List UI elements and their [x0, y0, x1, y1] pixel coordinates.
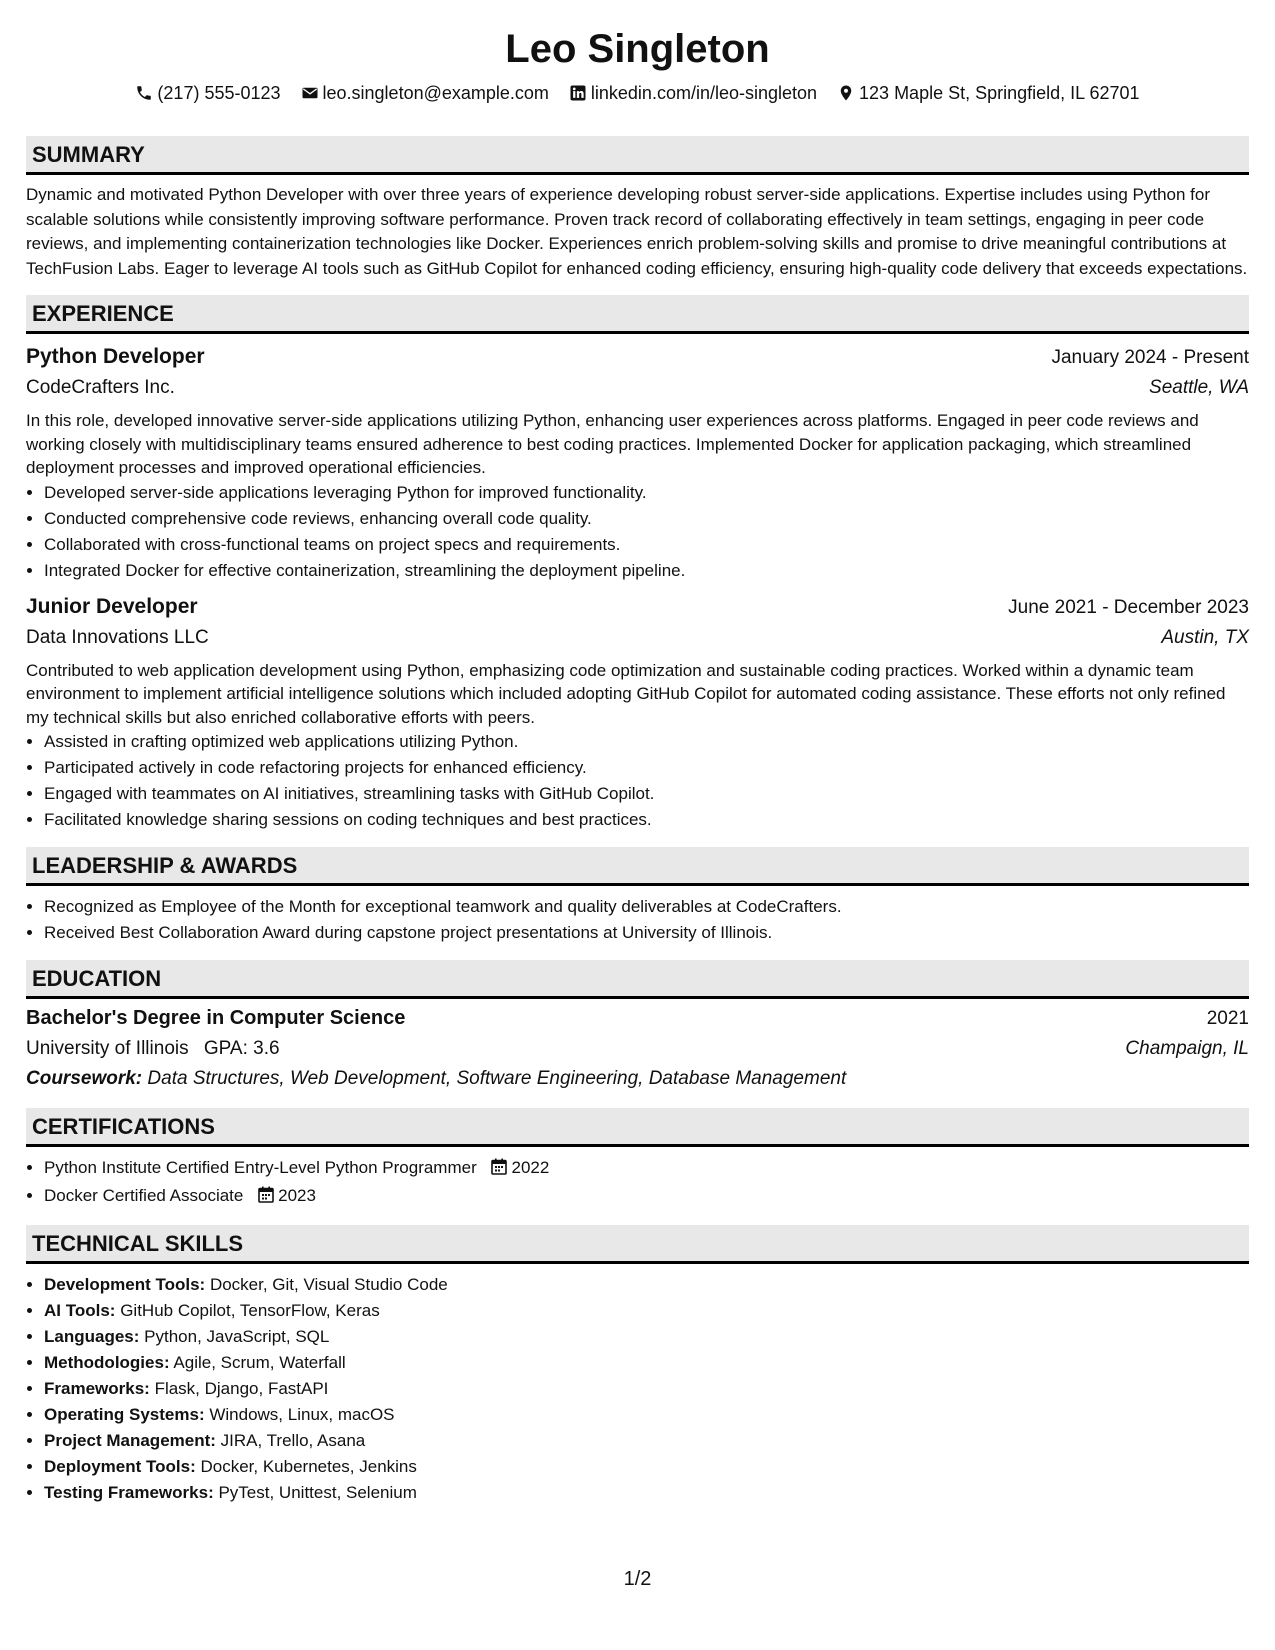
job-title: Junior Developer	[26, 594, 198, 618]
list-item: • Integrated Docker for effective containerization, streamlining the deployment pipeline.	[44, 558, 1249, 584]
cert-name: Python Institute Certified Entry-Level Python Programmer	[44, 1158, 477, 1177]
calendar-icon	[491, 1157, 507, 1183]
candidate-name: Leo Singleton	[505, 27, 770, 71]
list-item: • Recognized as Employee of the Month for exceptional teamwork and quality deliverables at CodeCrafters.	[44, 894, 1249, 920]
experience-section	[26, 295, 1249, 833]
email-text[interactable]: leo.singleton@example.com	[322, 83, 549, 103]
address-text: 123 Maple St, Springfield, IL 62701	[859, 83, 1140, 103]
leadership-section	[26, 847, 1249, 946]
envelope-icon	[301, 84, 319, 102]
skill-label: Development Tools:	[44, 1275, 206, 1294]
school-name: University of Illinois	[26, 1038, 189, 1059]
summary-heading: SUMMARY	[26, 136, 1249, 175]
list-item: • Conducted comprehensive code reviews, enhancing overall code quality.	[44, 506, 1249, 532]
skill-label: Frameworks:	[44, 1379, 150, 1398]
skill-label: Methodologies:	[44, 1353, 170, 1372]
list-item: • Collaborated with cross-functional teams on project specs and requirements.	[44, 532, 1249, 558]
skill-value: JIRA, Trello, Asana	[220, 1431, 366, 1450]
list-item	[44, 1155, 1249, 1183]
graduation-year: 2021	[1206, 1008, 1249, 1029]
certifications-section	[26, 1108, 1249, 1211]
job-description: Contributed to web application development using Python, emphasizing code optimization and sustainable coding practices. Worked within a dynamic team environment to implement artificial intelligence solutions which included adopting GitHub Copilot for automated coding assistance. These efforts not only refined my technical skills but also enriched collaborative efforts with peers.	[26, 660, 1226, 727]
list-item: • Received Best Collaboration Award during capstone project presentations at University of Illinois.	[44, 920, 1249, 946]
experience-heading: EXPERIENCE	[26, 295, 1249, 334]
summary-section	[26, 136, 1249, 281]
leadership-list	[26, 894, 1249, 946]
contact-phone	[135, 80, 280, 106]
contact-address	[837, 80, 1140, 106]
skill-value: Docker, Kubernetes, Jenkins	[200, 1457, 417, 1476]
skill-label: Project Management:	[44, 1431, 216, 1450]
skill-value: Docker, Git, Visual Studio Code	[209, 1275, 448, 1294]
skill-value: PyTest, Unittest, Selenium	[218, 1483, 417, 1502]
calendar-icon	[258, 1185, 274, 1211]
certifications-list	[26, 1155, 1249, 1211]
skill-value: Python, JavaScript, SQL	[144, 1327, 330, 1346]
job-bullets	[26, 480, 1249, 584]
list-item	[44, 1480, 1249, 1506]
cert-year: 2023	[278, 1186, 316, 1205]
coursework-text: Data Structures, Web Development, Software Engineering, Database Management	[147, 1068, 847, 1089]
linkedin-icon	[569, 84, 587, 102]
list-item: • Assisted in crafting optimized web applications utilizing Python.	[44, 729, 1249, 755]
contact-email[interactable]	[301, 80, 549, 106]
skills-section	[26, 1225, 1249, 1506]
list-item: • Facilitated knowledge sharing sessions on coding techniques and best practices.	[44, 807, 1249, 833]
education-entry	[26, 1003, 1249, 1094]
skill-label: AI Tools:	[44, 1301, 116, 1320]
contact-bar	[26, 80, 1249, 106]
page-number: 1/2	[623, 1568, 652, 1590]
gpa: GPA: 3.6	[203, 1038, 280, 1059]
phone-icon	[135, 84, 153, 102]
list-item	[44, 1428, 1249, 1454]
job-entry	[26, 592, 1249, 834]
skill-label: Deployment Tools:	[44, 1457, 196, 1476]
education-heading: EDUCATION	[26, 960, 1249, 999]
map-pin-icon	[837, 84, 855, 102]
list-item	[44, 1376, 1249, 1402]
coursework-label: Coursework:	[26, 1068, 143, 1089]
list-item	[44, 1324, 1249, 1350]
list-item: • Developed server-side applications leveraging Python for improved functionality.	[44, 480, 1249, 506]
leadership-heading: LEADERSHIP & AWARDS	[26, 847, 1249, 886]
list-item: • Participated actively in code refactoring projects for enhanced efficiency.	[44, 755, 1249, 781]
skills-heading: TECHNICAL SKILLS	[26, 1225, 1249, 1264]
job-company: Data Innovations LLC	[26, 626, 209, 648]
degree-title: Bachelor's Degree in Computer Science	[26, 1007, 406, 1029]
list-item	[44, 1402, 1249, 1428]
job-dates: June 2021 - December 2023	[1008, 596, 1249, 618]
list-item	[44, 1272, 1249, 1298]
skill-label: Testing Frameworks:	[44, 1483, 214, 1502]
school-location: Champaign, IL	[1125, 1038, 1249, 1059]
list-item	[44, 1298, 1249, 1324]
certifications-heading: CERTIFICATIONS	[26, 1108, 1249, 1147]
list-item: • Engaged with teammates on AI initiatives, streamlining tasks with GitHub Copilot.	[44, 781, 1249, 807]
list-item	[44, 1454, 1249, 1480]
phone-text: (217) 555-0123	[157, 83, 281, 103]
skill-value: Agile, Scrum, Waterfall	[173, 1353, 346, 1372]
skill-label: Operating Systems:	[44, 1405, 205, 1424]
cert-name: Docker Certified Associate	[44, 1186, 244, 1205]
education-section	[26, 960, 1249, 1094]
skill-label: Languages:	[44, 1327, 140, 1346]
job-location: Austin, TX	[1161, 626, 1249, 648]
job-dates: January 2024 - Present	[1051, 347, 1249, 368]
skills-list	[26, 1272, 1249, 1506]
job-company: CodeCrafters Inc.	[26, 377, 175, 398]
skill-value: Flask, Django, FastAPI	[154, 1379, 329, 1398]
job-bullets	[26, 729, 1249, 833]
summary-text: Dynamic and motivated Python Developer with over three years of experience developing robust server-side applications. Expertise includes using Python for scalable solutions while consistently improving software performance. Proven track record of collaborating effectively in team settings, engaging in peer code reviews, and implementing containerization technologies like Docker. Experiences enrich problem-solving skills and promise to drive meaningful contributions at TechFusion Labs. Eager to leverage AI tools such as GitHub Copilot for enhanced coding efficiency, ensuring high-quality code delivery that exceeds expectations.	[26, 185, 1248, 278]
skill-value: Windows, Linux, macOS	[209, 1405, 395, 1424]
contact-linkedin[interactable]	[569, 80, 817, 106]
job-entry	[26, 342, 1249, 584]
job-description: In this role, developed innovative server-side applications utilizing Python, enhancing user experiences across platforms. Engaged in peer code reviews and working closely with multidisciplinary teams ensured adherence to best coding practices. Implemented Docker for application packaging, which streamlined deployment processes and improved operational efficiencies.	[26, 411, 1199, 477]
job-location: Seattle, WA	[1149, 377, 1249, 398]
cert-year: 2022	[511, 1158, 550, 1177]
list-item	[44, 1183, 1249, 1211]
coursework	[26, 1064, 1249, 1094]
job-title: Python Developer	[26, 345, 205, 368]
list-item	[44, 1350, 1249, 1376]
skill-value: GitHub Copilot, TensorFlow, Keras	[120, 1301, 380, 1320]
linkedin-text[interactable]: linkedin.com/in/leo-singleton	[590, 83, 818, 103]
